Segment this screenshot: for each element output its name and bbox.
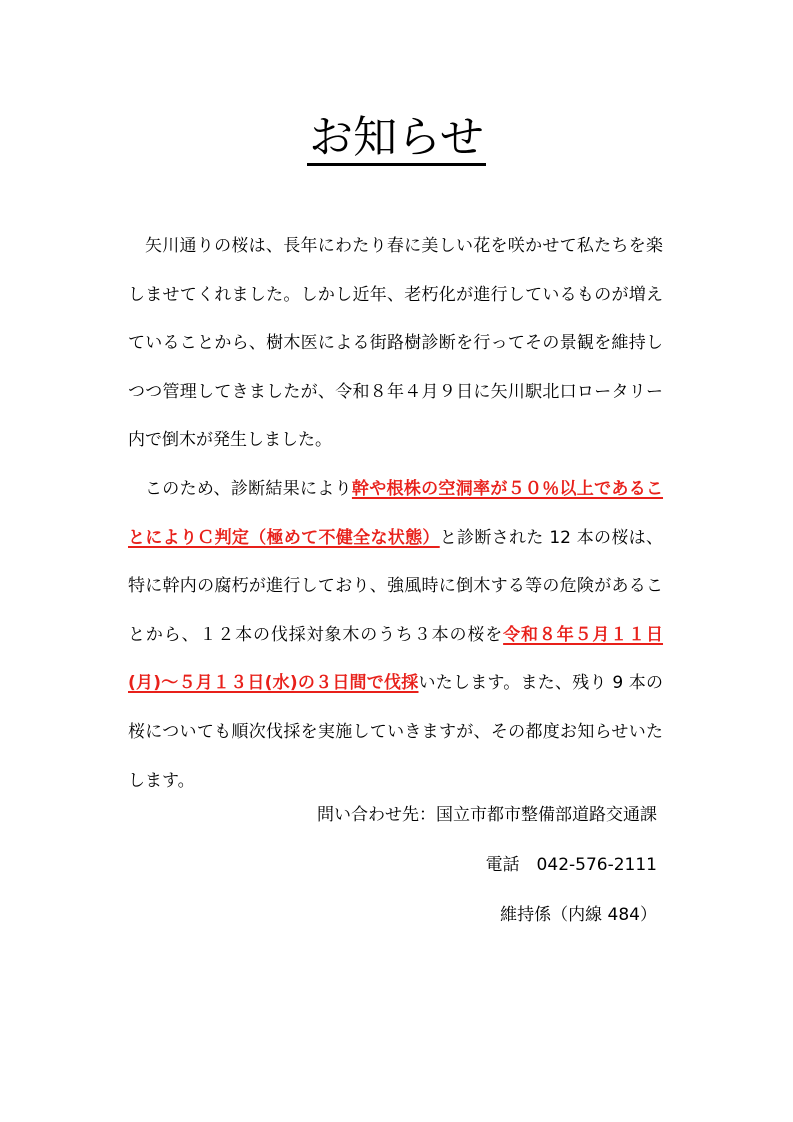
notice-paragraph-2: [128, 465, 663, 805]
paragraph-2-part-2: と診断された 12 本の桜は、特に幹内の腐朽が進行しており、強風時に倒木する等の危険があることから、１２本の伐採対象木のうち３本の桜を: [128, 527, 663, 645]
page-title-text: お知らせ: [307, 112, 486, 166]
page-title: [0, 108, 793, 168]
paragraph-2-part-3: いたします。また、残り 9 本の桜についても順次伐採を実施していきますが、その都度お知らせいたします。: [128, 673, 664, 791]
contact-extension: 維持係（内線 484）: [500, 905, 657, 925]
contact-department: 問い合わせ先：国立市都市整備部道路交通課: [317, 805, 657, 825]
contact-phone: 電話 042-576-2111: [485, 855, 657, 875]
notice-body: [128, 222, 663, 805]
highlight-felling-dates: 令和８年５月１１日(月)～５月１３日(水)の３日間で伐採: [128, 624, 664, 694]
highlight-cavity-rate: 幹や根株の空洞率が５０％以上であることによりＣ判定（極めて不健全な状態）: [128, 478, 664, 548]
notice-paragraph-1: 矢川通りの桜は、長年にわたり春に美しい花を咲かせて私たちを楽しませてくれました。しかし近年、老朽化が進行しているものが増えていることから、樹木医による街路樹診断を行ってその景観を維持しつつ管理してきましたが、令和８年４月９日に矢川駅北口ロータリー内で倒木が発生しました。: [128, 236, 663, 451]
paragraph-2-part-1: このため、診断結果により: [145, 478, 352, 499]
